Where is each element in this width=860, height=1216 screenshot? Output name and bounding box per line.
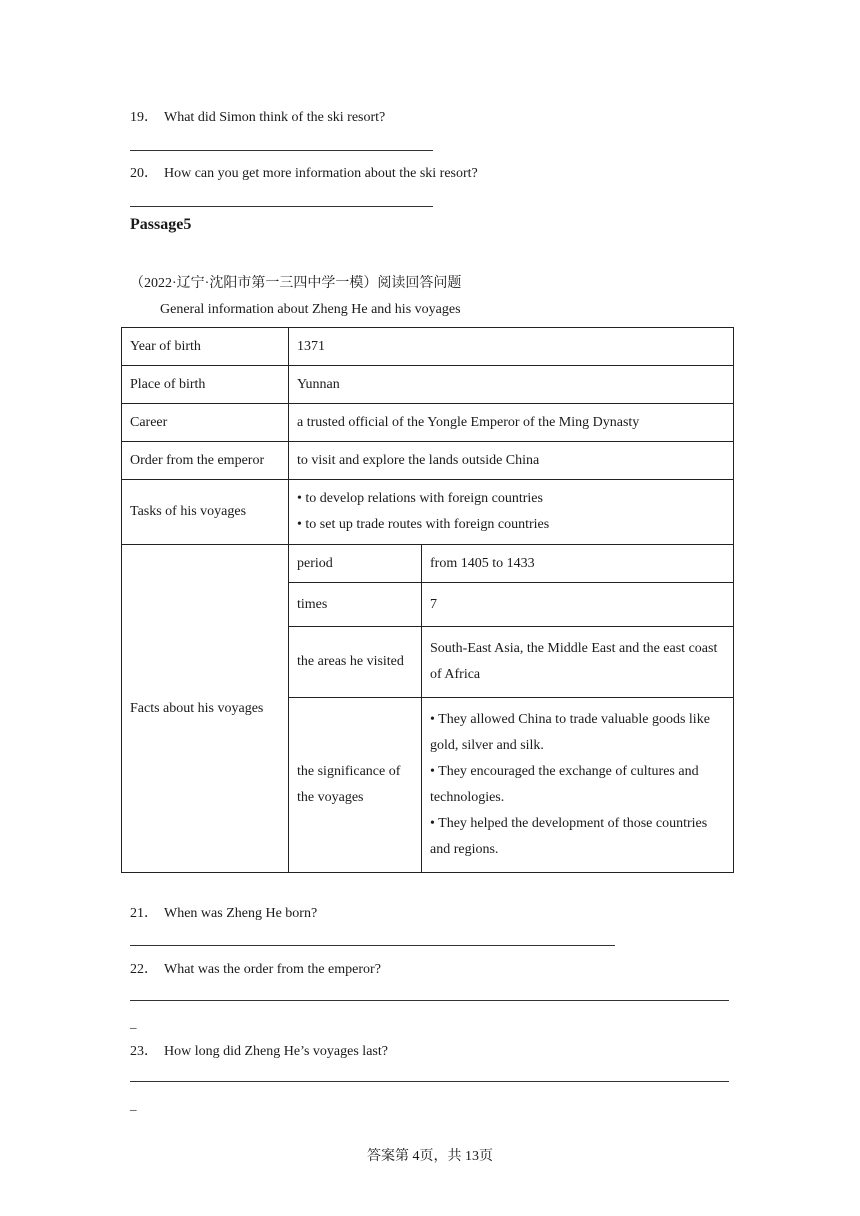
answer-line-20[interactable] [130, 206, 433, 207]
table-cell-value: 1371 [289, 328, 734, 366]
question-number: 20． [130, 166, 158, 181]
table-subcell-value: South-East Asia, the Middle East and the east coast of Africa [422, 627, 734, 698]
passage-source: （2022·辽宁·沈阳市第一三四中学一模）阅读回答问题 [130, 276, 462, 291]
table-row [122, 328, 734, 366]
question-number: 23． [130, 1044, 158, 1059]
significance-item: • They allowed China to trade valuable goods like gold, silver and silk. [430, 712, 710, 753]
significance-item: • They helped the development of those countries and regions. [430, 816, 708, 857]
question-21 [130, 902, 317, 922]
table-cell-value: to visit and explore the lands outside China [289, 442, 734, 480]
info-table [121, 327, 734, 873]
table-cell-label: Year of birth [122, 328, 289, 366]
question-text: How can you get more information about the ski resort? [164, 166, 478, 181]
page-footer: 答案第 4页，共 13页 [367, 1149, 493, 1164]
table-cell-value: a trusted official of the Yongle Emperor of the Ming Dynasty [289, 404, 734, 442]
question-22 [130, 958, 381, 978]
answer-line-19[interactable] [130, 150, 433, 151]
table-subcell-label: the areas he visited [289, 627, 422, 698]
answer-line-22[interactable] [130, 1000, 729, 1001]
answer-line-23[interactable] [130, 1081, 729, 1082]
question-19 [130, 106, 385, 126]
table-row [122, 366, 734, 404]
table-cell-label: Order from the emperor [122, 442, 289, 480]
continuation-mark: _ [130, 1097, 137, 1112]
table-cell-value [289, 480, 734, 545]
question-text: What was the order from the emperor? [164, 962, 381, 977]
table-subcell-label: period [289, 545, 422, 583]
table-row [122, 442, 734, 480]
table-subcell-value: 7 [422, 583, 734, 627]
table-row [122, 545, 734, 583]
table-caption: General information about Zheng He and his voyages [160, 302, 461, 317]
answer-line-21[interactable] [130, 945, 615, 946]
significance-item: • They encouraged the exchange of cultures and technologies. [430, 764, 699, 805]
table-subcell-label: times [289, 583, 422, 627]
table-cell-label: Tasks of his voyages [122, 480, 289, 545]
passage-title: Passage5 [130, 216, 192, 233]
table-cell-value: Yunnan [289, 366, 734, 404]
question-number: 21． [130, 906, 158, 921]
table-row [122, 404, 734, 442]
table-subcell-value [422, 698, 734, 873]
question-text: What did Simon think of the ski resort? [164, 110, 386, 125]
question-20 [130, 162, 478, 182]
question-23 [130, 1040, 388, 1060]
table-cell-label: Facts about his voyages [122, 545, 289, 873]
task-item: • to set up trade routes with foreign countries [297, 517, 550, 532]
table-subcell-label: the significance of the voyages [289, 698, 422, 873]
task-item: • to develop relations with foreign countries [297, 491, 543, 506]
question-number: 19． [130, 110, 158, 125]
question-text: When was Zheng He born? [164, 906, 318, 921]
table-row [122, 480, 734, 545]
table-cell-label: Place of birth [122, 366, 289, 404]
table-subcell-value: from 1405 to 1433 [422, 545, 734, 583]
question-number: 22． [130, 962, 158, 977]
continuation-mark: _ [130, 1015, 137, 1030]
table-cell-label: Career [122, 404, 289, 442]
question-text: How long did Zheng He’s voyages last? [164, 1044, 388, 1059]
